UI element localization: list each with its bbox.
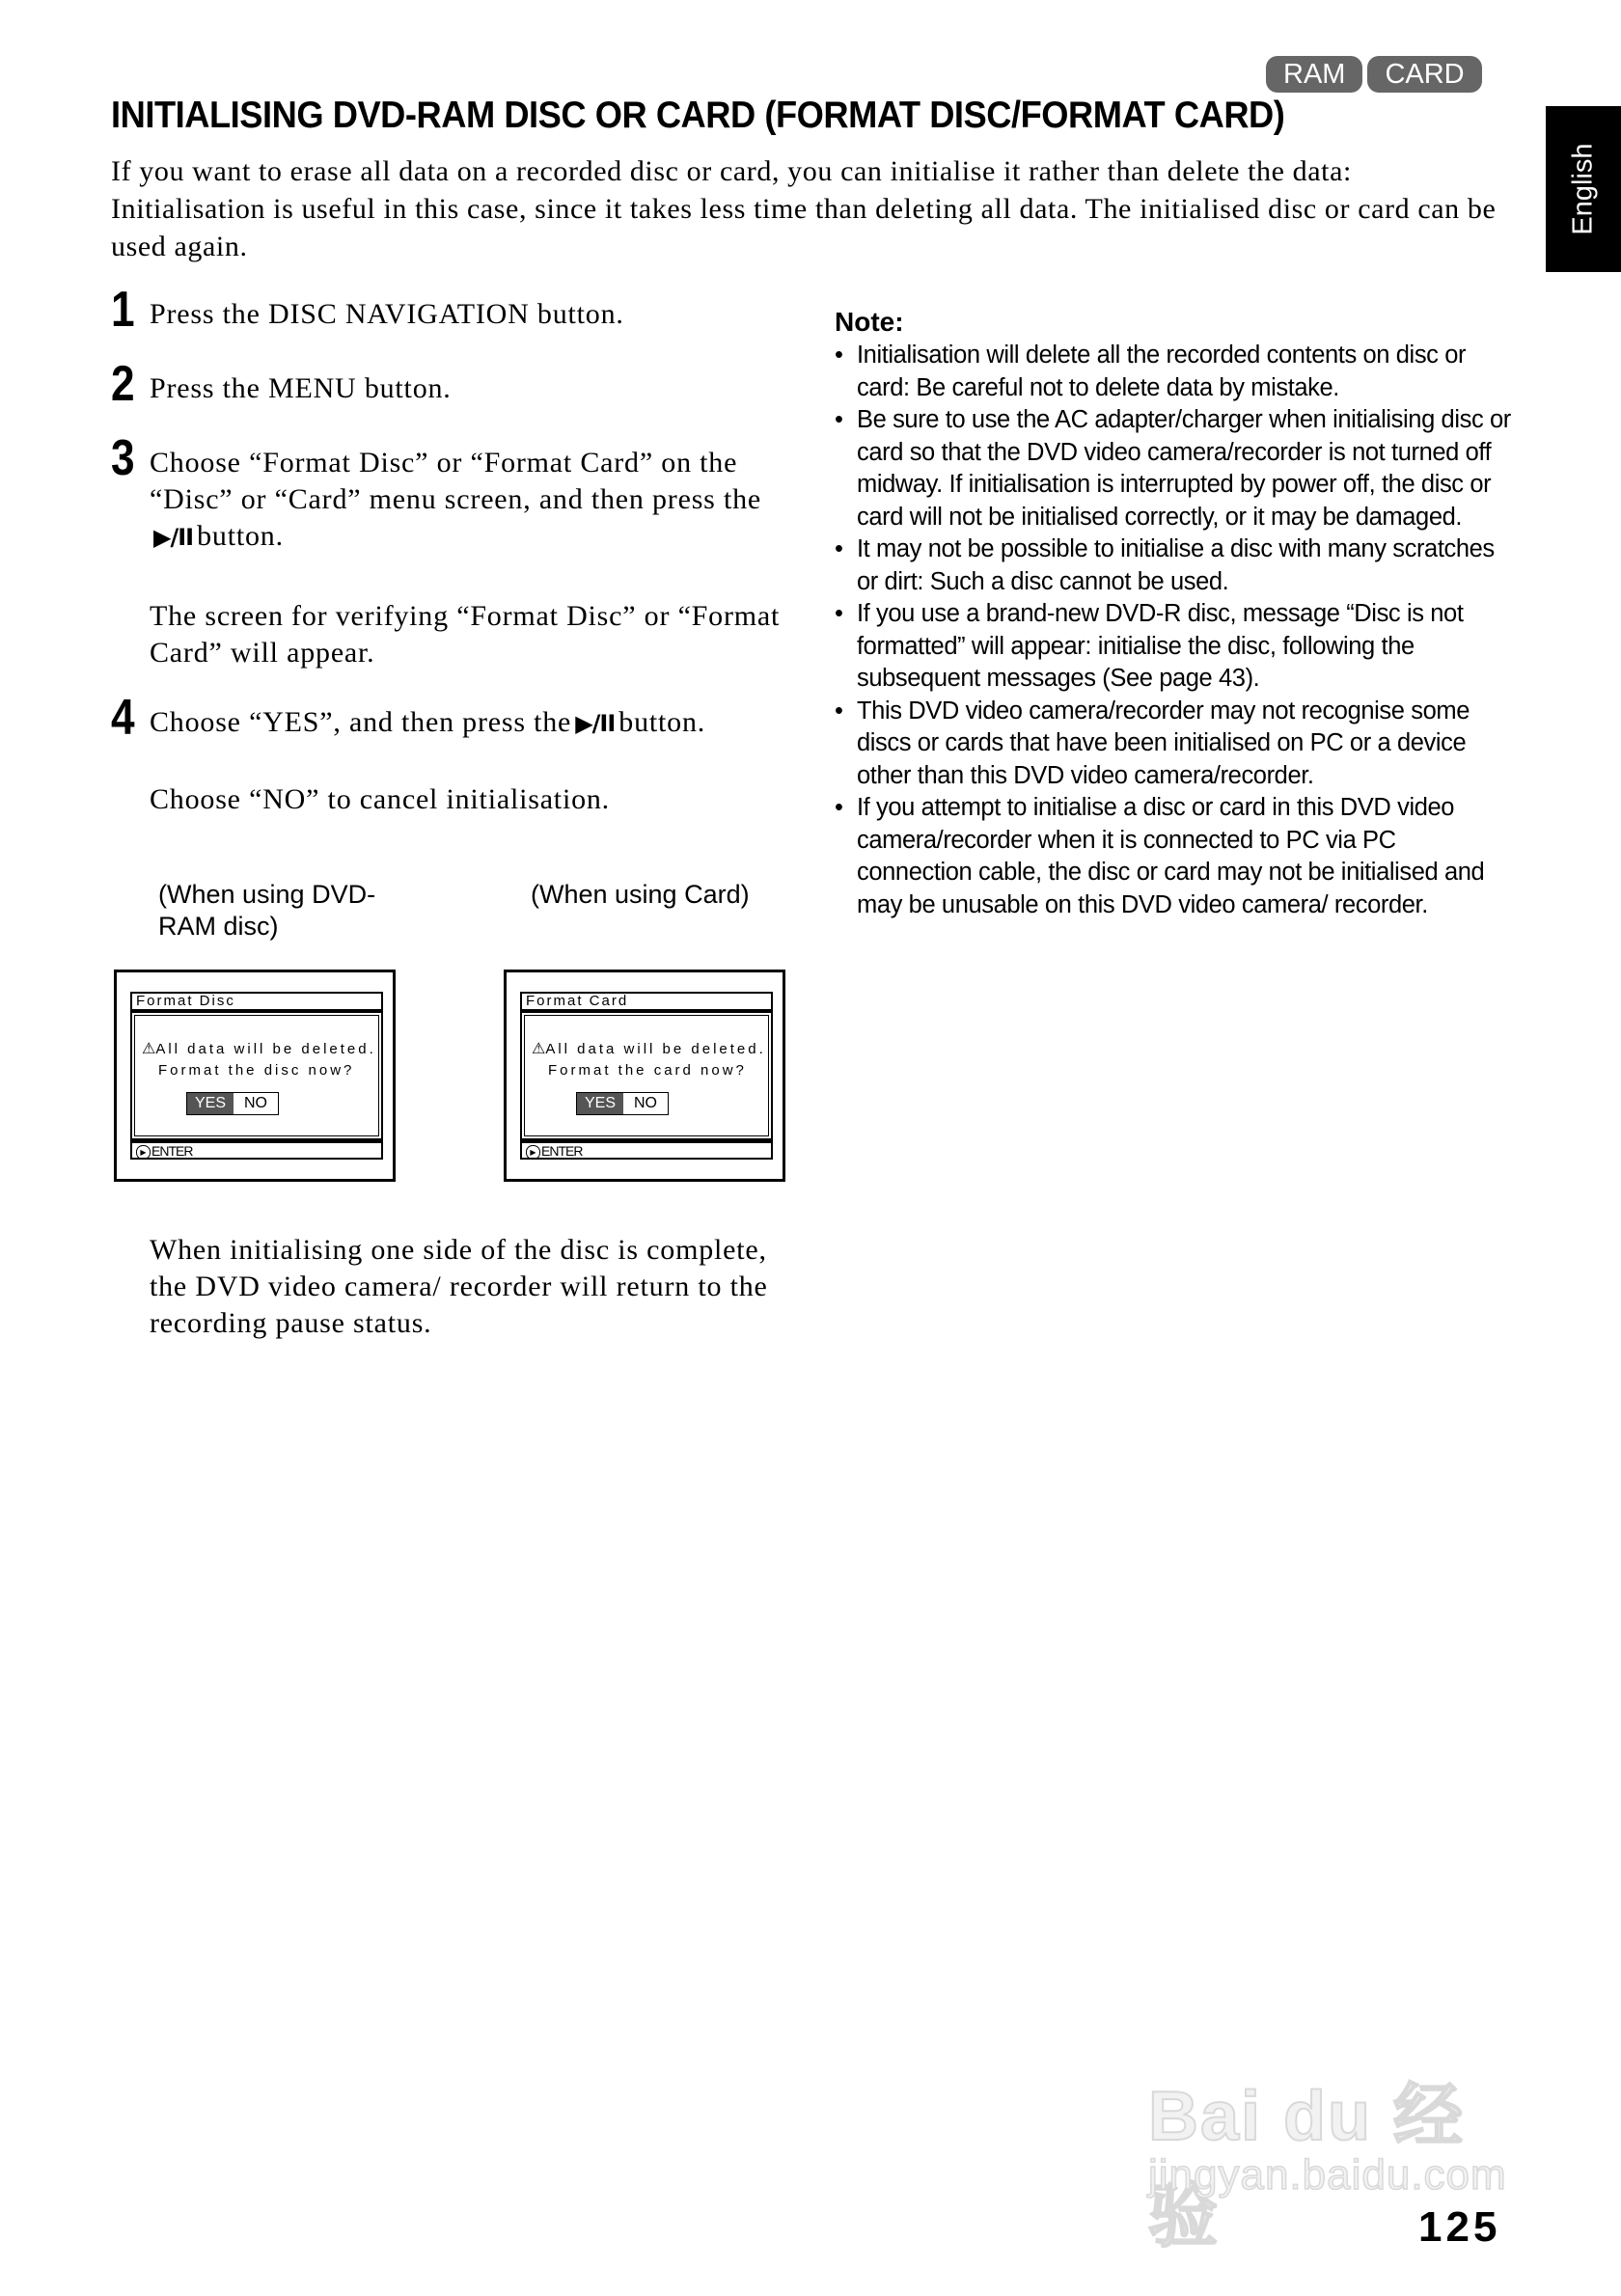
no-button[interactable]: NO: [623, 1093, 668, 1114]
page-title: INITIALISING DVD-RAM DISC OR CARD (FORMAT DISC/FORMAT CARD): [111, 95, 1285, 136]
language-tab: [1546, 106, 1621, 272]
step-4-note: Choose “NO” to cancel initialisation.: [150, 783, 610, 815]
yes-button[interactable]: YES: [187, 1093, 234, 1114]
play-enter-icon: ▶: [136, 1145, 151, 1160]
yes-button[interactable]: YES: [577, 1093, 623, 1114]
media-type-badges: [1266, 56, 1482, 93]
badge-card: CARD: [1367, 56, 1481, 93]
step-3-note: The screen for verifying “Format Disc” or “Format Card” will appear.: [150, 600, 781, 669]
step-text: Press the DISC NAVIGATION button.: [150, 298, 624, 330]
baidu-logo: Bai du 经验: [1148, 2078, 1466, 2255]
screen-title: Format Disc: [130, 992, 383, 1011]
format-card-screen: [504, 970, 785, 1182]
yes-no-selector: [186, 1092, 279, 1115]
page-number: 125: [1418, 2203, 1501, 2251]
enter-label: ENTER: [151, 1143, 193, 1159]
screen-dialog: [520, 1011, 773, 1140]
yes-no-selector: [576, 1092, 669, 1115]
screen-dialog: [130, 1011, 383, 1140]
badge-ram: RAM: [1266, 56, 1362, 93]
step-number: 3: [111, 430, 135, 486]
screen-caption-card: (When using Card): [531, 880, 750, 909]
step-text: Choose “Format Disc” or “Format Card” on the “Disc” or “Card” menu screen, and then press the▶/II button.: [150, 445, 806, 556]
note-item: • Initialisation will delete all the recorded contents on disc or card: Be careful not to delete data by mistake.: [835, 340, 1515, 404]
watermark-url: jingyan.baidu.com: [1148, 2151, 1507, 2199]
completion-paragraph: When initialising one side of the disc is complete, the DVD video camera/ recorder will return to the recording pause status.: [150, 1234, 768, 1339]
note-item: • It may not be possible to initialise a disc with many scratches or dirt: Such a disc cannot be used.: [835, 533, 1515, 598]
intro-paragraph: If you want to erase all data on a recorded disc or card, you can initialise it rather than delete the data: Initialisation is useful in this case, since it takes less time than deleting all data. The initialised disc or card can be used again.: [111, 155, 1497, 262]
note-item: • This DVD video camera/recorder may not recognise some discs or cards that have been initialised on PC or a device other than this DVD video camera/recorder.: [835, 696, 1515, 793]
note-heading: Note:: [835, 307, 904, 337]
step-number: 4: [111, 690, 135, 746]
step-text: Press the MENU button.: [150, 372, 452, 404]
language-tab-label: English: [1567, 143, 1599, 235]
screen-title: Format Card: [520, 992, 773, 1011]
play-pause-icon: ▶/II: [153, 524, 194, 551]
screen-message: ⚠All data will be deleted. Format the disc now?: [142, 1039, 376, 1079]
step-number: 1: [111, 282, 135, 338]
screen-message: ⚠All data will be deleted. Format the card now?: [532, 1039, 766, 1079]
step-text: Choose “YES”, and then press the ▶/II button.: [150, 704, 806, 742]
play-pause-icon: ▶/II: [575, 710, 616, 737]
warning-icon: ⚠: [532, 1039, 546, 1057]
play-enter-icon: ▶: [526, 1145, 540, 1160]
note-list: [835, 340, 1515, 921]
warning-icon: ⚠: [142, 1039, 156, 1057]
note-item: • If you use a brand-new DVD-R disc, message “Disc is not formatted” will appear: initialise the disc, following the subsequent messages (See page 43).: [835, 598, 1515, 696]
note-item: • If you attempt to initialise a disc or card in this DVD video camera/recorder when it is connected to PC via PC connection cable, the disc or card may not be initialised and may be unusable on this DVD video camera/ recorder.: [835, 792, 1515, 921]
format-disc-screen: [114, 970, 396, 1182]
step-number: 2: [111, 356, 135, 412]
screen-footer: [130, 1140, 383, 1160]
enter-label: ENTER: [541, 1143, 583, 1159]
note-item: • Be sure to use the AC adapter/charger when initialising disc or card so that the DVD video camera/recorder is not turned off midway. If initialisation is interrupted by power off, the disc or card will not be initialised correctly, or it may be damaged.: [835, 404, 1515, 533]
screen-footer: [520, 1140, 773, 1160]
no-button[interactable]: NO: [234, 1093, 278, 1114]
screen-caption-disc: (When using DVD-RAM disc): [158, 880, 376, 941]
